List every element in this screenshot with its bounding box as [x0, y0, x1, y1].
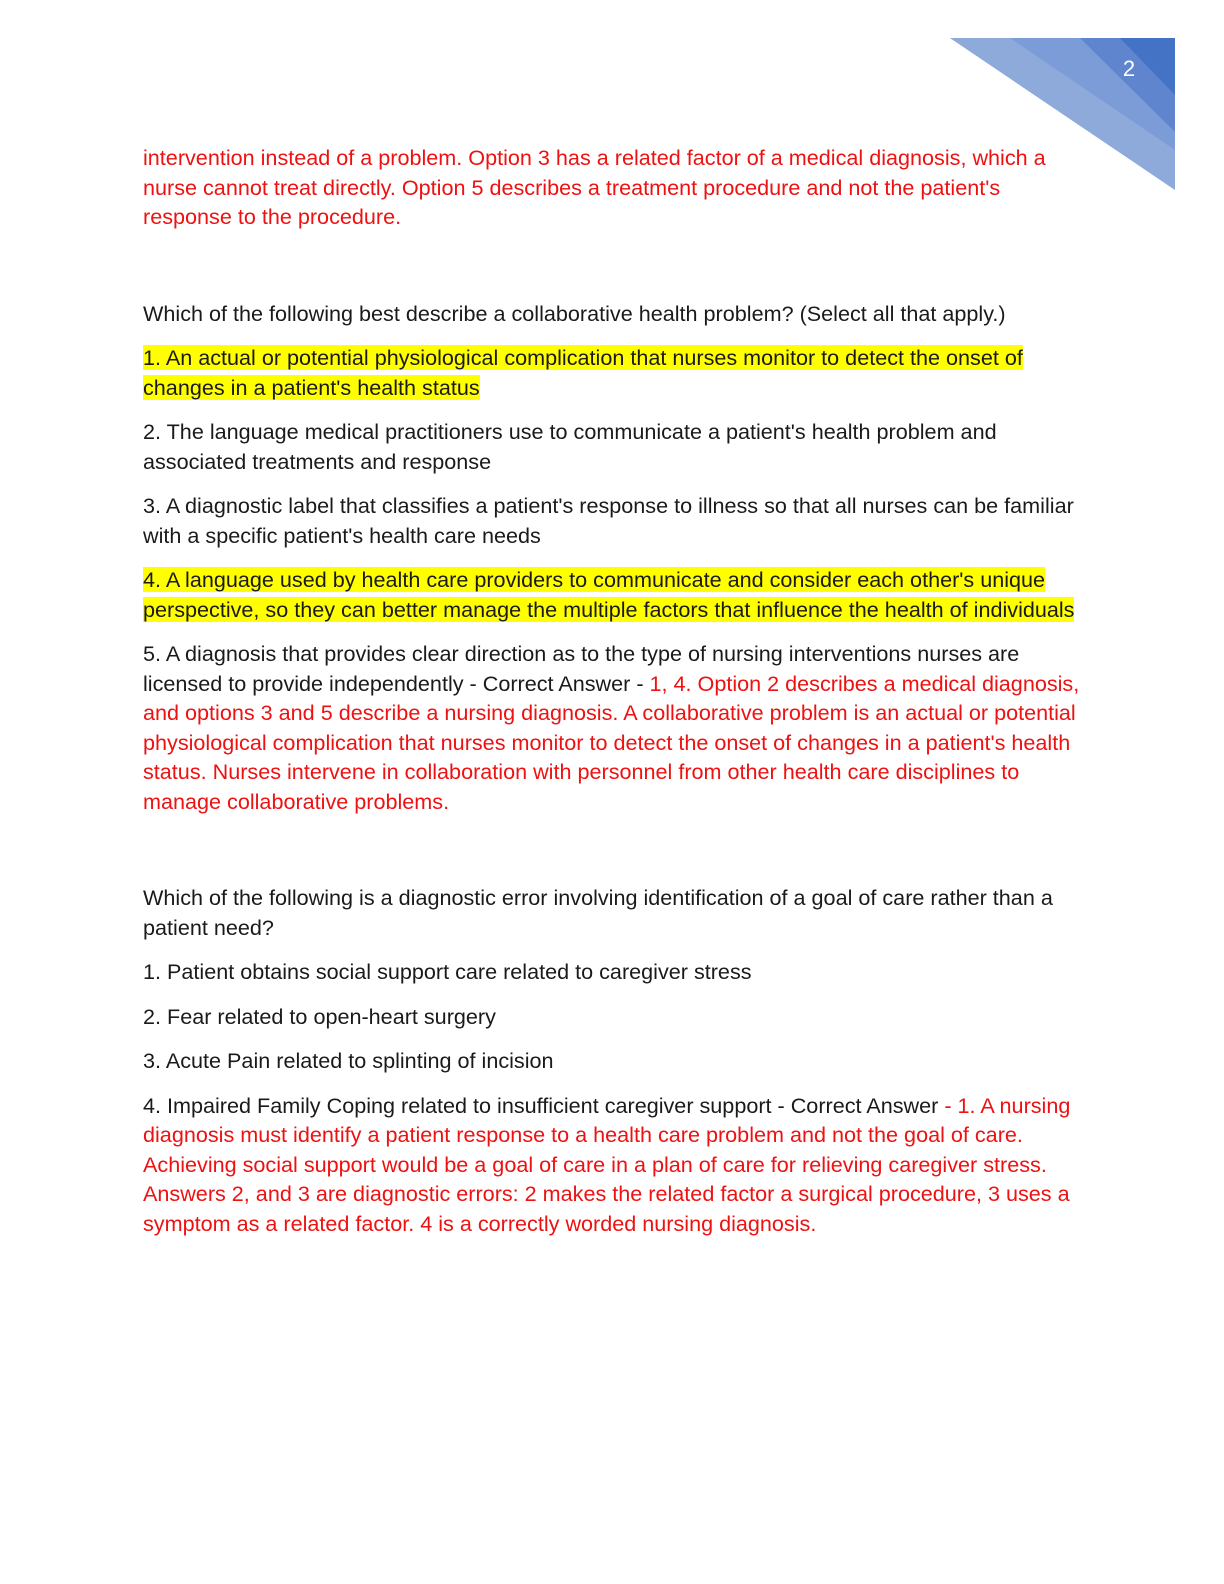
question-1-text: Which of the following best describe a collaborative health problem? (Select all that apply.): [143, 300, 1006, 326]
highlighted-option-text: 4. A language used by health care providers to communicate and consider each other's unique perspective, so they can better manage the multiple factors that influence the health of individuals: [143, 567, 1075, 622]
option-5-text: 5. A diagnosis that provides clear direction as to the type of nursing interventions nurses are licensed to provide independently - Correct Answer -: [143, 641, 1020, 696]
page-number: 2: [1122, 56, 1136, 81]
question-2-answer: - 1. A nursing diagnosis must identify a patient response to a health care problem and not the goal of care. Achieving social support would be a goal of care in a plan of care for relieving caregiver stress. Answers 2, and 3 are diagnostic errors: 2 makes the related factor a surgical procedure, 3 uses a symptom as a related factor. 4 is a correctly worded nursing diagnosis.: [143, 1092, 1071, 1236]
question-1-option-2: 2. The language medical practitioners use to communicate a patient's health problem and associated treatments and response: [143, 419, 997, 474]
question-2-option-3: 3. Acute Pain related to splinting of incision: [143, 1048, 554, 1073]
option-4-text: 4. Impaired Family Coping related to insufficient caregiver support - Correct Answer: [143, 1092, 945, 1118]
document-body: [143, 143, 1083, 1253]
question-2-option-4: [143, 1091, 1083, 1239]
question-1-option-5: [143, 639, 1083, 816]
question-1-option-1: [143, 343, 1083, 402]
question-1-option-3: 3. A diagnostic label that classifies a patient's response to illness so that all nurses can be familiar with a specific patient's health care needs: [143, 493, 1074, 548]
question-1-answer: 1, 4. Option 2 describes a medical diagnosis, and options 3 and 5 describe a nursing diagnosis. A collaborative problem is an actual or potential physiological complication that nurses monitor to detect the onset of changes in a patient's health status. Nurses intervene in collaboration with personnel from other health care disciplines to manage collaborative problems.: [143, 670, 1080, 814]
question-1-option-4: [143, 565, 1083, 624]
question-2-option-1: 1. Patient obtains social support care related to caregiver stress: [143, 959, 752, 984]
highlighted-option-text: 1. An actual or potential physiological complication that nurses monitor to detect the onset of changes in a patient's health status: [143, 345, 1023, 400]
question-2-text: Which of the following is a diagnostic error involving identification of a goal of care rather than a patient need?: [143, 885, 1053, 940]
intro-answer-text: intervention instead of a problem. Option 3 has a related factor of a medical diagnosis, which a nurse cannot treat directly. Option 5 describes a treatment procedure and not the patient's response to the procedure.: [143, 145, 1046, 229]
question-2-option-2: 2. Fear related to open-heart surgery: [143, 1003, 496, 1029]
